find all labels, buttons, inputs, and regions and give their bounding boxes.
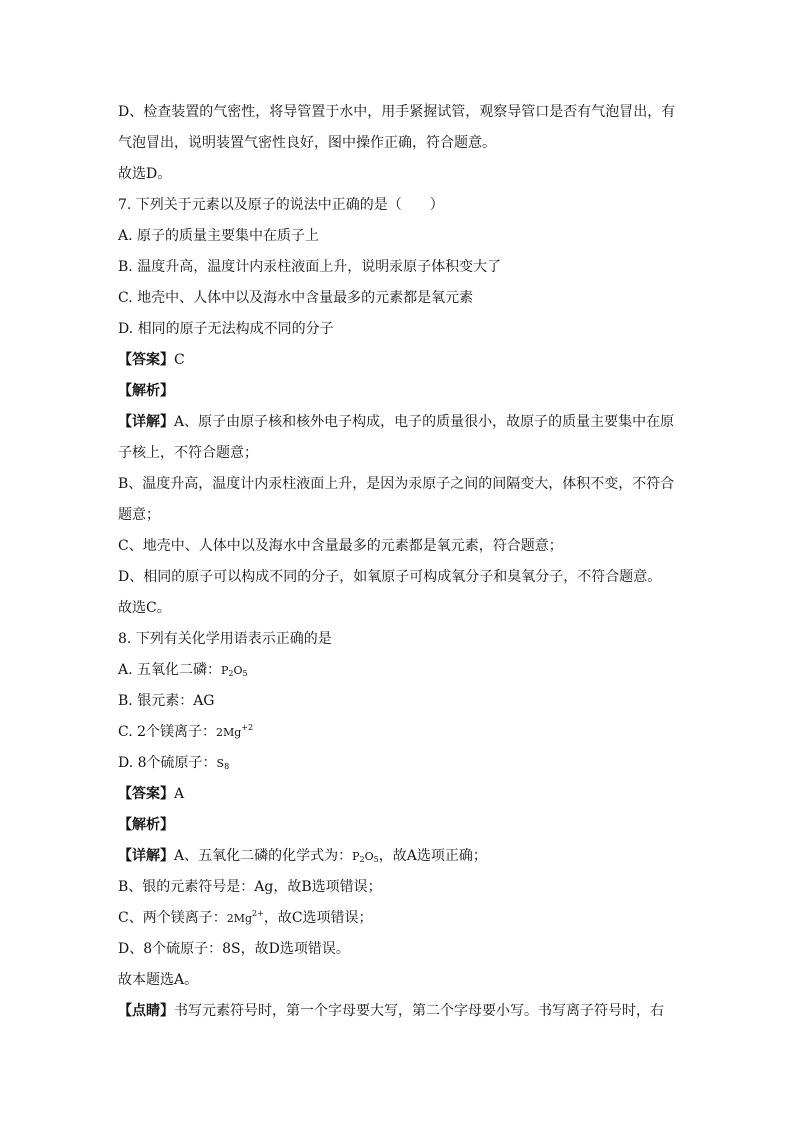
question-7-option-a: A. 原子的质量主要集中在质子上 (118, 228, 320, 244)
conclusion-8: 故本题选A。 (118, 972, 199, 988)
answer-label: 【答案】 (118, 786, 174, 802)
explanation-text: A、原子由原子核和核外电子构成，电子的质量很小，故原子的质量主要集中在原 (174, 414, 675, 430)
answer-8 (118, 784, 678, 804)
formula-mg-ion (226, 909, 264, 925)
conclusion-7: 故选C。 (118, 600, 171, 616)
question-7: 7. 下列关于元素以及原子的说法中正确的是（ ） (118, 197, 444, 213)
explanation-7-b-line-1: B、温度升高，温度计内汞柱液面上升，是因为汞原子之间的间隔变大，体积不变，不符合 (118, 476, 675, 492)
answer-value: C (174, 352, 185, 368)
explanation-text: ，故A选项正确； (378, 848, 487, 864)
explanation-8-d: D、8个硫原子：8S，故D选项错误。 (118, 941, 350, 957)
explanation-6-d-line-2: 气泡冒出，说明装置气密性良好，图中操作正确，符合题意。 (118, 135, 496, 151)
tip-8 (118, 1001, 678, 1021)
detail-label: 【详解】 (118, 848, 174, 864)
formula-element: O (233, 664, 243, 677)
question-8-option-d (118, 753, 678, 774)
question-7-option-b: B. 温度升高，温度计内汞柱液面上升，说明汞原子体积变大了 (118, 259, 502, 275)
option-text: A. 五氧化二磷： (118, 662, 222, 678)
formula-p2o5 (352, 850, 379, 863)
formula-superscript: 2+ (252, 909, 264, 918)
question-8-option-b: B. 银元素：AG (118, 693, 215, 709)
question-8-option-c (118, 722, 678, 743)
formula-element: O (364, 850, 374, 863)
formula-subscript: 8 (224, 762, 230, 771)
tip-label: 【点睛】 (118, 1003, 174, 1019)
question-7-option-c: C. 地壳中、人体中以及海水中含量最多的元素都是氧元素 (118, 290, 474, 306)
explanation-7-d: D、相同的原子可以构成不同的分子，如氧原子可构成氧分子和臭氧分子，不符合题意。 (118, 569, 662, 585)
answer-label: 【答案】 (118, 352, 174, 368)
explanation-7-a-line-2: 子核上，不符合题意； (118, 445, 258, 461)
analysis-label-8: 【解析】 (118, 817, 174, 833)
formula-coefficient: 2 (216, 726, 224, 739)
formula-mg-ion-wrong (216, 723, 254, 739)
question-8: 8. 下列有关化学用语表示正确的是 (118, 631, 332, 647)
explanation-8-c (118, 908, 678, 929)
explanation-text: ，故C选项错误； (263, 910, 373, 926)
formula-element: Mg (233, 912, 253, 925)
tip-text: 书写元素符号时，第一个字母要大写，第二个字母要小写。书写离子符号时，右 (174, 1003, 664, 1019)
explanation-7-c: C、地壳中、人体中以及海水中含量最多的元素都是氧元素，符合题意； (118, 538, 563, 554)
conclusion-6: 故选D。 (118, 166, 172, 182)
explanation-7-a-line-1 (118, 412, 678, 432)
formula-subscript: 2 (359, 855, 365, 864)
formula-element: P (221, 664, 229, 677)
answer-7 (118, 350, 678, 370)
explanation-7-b-line-2: 题意； (118, 507, 160, 523)
option-text: C. 2个镁离子： (118, 724, 217, 740)
question-8-option-a (118, 660, 678, 681)
option-text: D. 8个硫原子： (118, 755, 217, 771)
explanation-text: C、两个镁离子： (118, 910, 227, 926)
formula-subscript: 5 (242, 669, 248, 678)
explanation-8-a (118, 846, 678, 867)
explanation-6-d-line-1: D、检查装置的气密性，将导管置于水中，用手紧握试管，观察导管口是否有气泡冒出，有 (118, 104, 676, 120)
explanation-8-b: B、银的元素符号是：Ag，故B选项错误； (118, 879, 382, 895)
formula-s8 (217, 757, 230, 770)
explanation-text: A、五氧化二磷的化学式为： (174, 848, 353, 864)
formula-subscript: 2 (228, 669, 234, 678)
formula-coefficient: 2 (226, 912, 234, 925)
formula-p2o5 (221, 664, 248, 677)
question-7-option-d: D. 相同的原子无法构成不同的分子 (118, 321, 334, 337)
formula-superscript: +2 (241, 723, 254, 732)
formula-element: Mg (223, 726, 242, 739)
detail-label: 【详解】 (118, 414, 174, 430)
formula-element: P (352, 850, 360, 863)
formula-element: S (216, 757, 225, 770)
analysis-label-7: 【解析】 (118, 383, 174, 399)
answer-value: A (174, 786, 185, 802)
formula-subscript: 5 (373, 855, 379, 864)
